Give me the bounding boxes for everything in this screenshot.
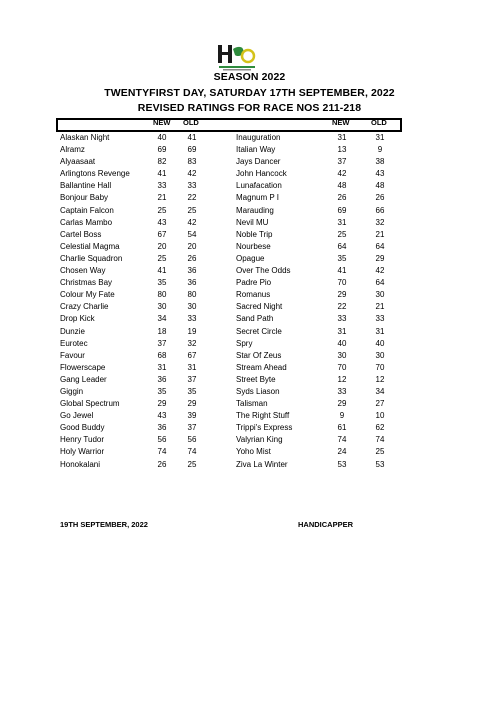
new-rating: 30 xyxy=(337,350,347,360)
horse-name: John Hancock xyxy=(236,169,287,179)
new-rating: 70 xyxy=(337,278,347,288)
horse-name: Marauding xyxy=(236,205,274,215)
handicapper-label: HANDICAPPER xyxy=(298,520,354,529)
horse-name: Crazy Charlie xyxy=(60,302,109,312)
horse-name: Alaskan Night xyxy=(60,133,110,142)
old-rating: 36 xyxy=(187,266,197,276)
horse-name: Holy Warrior xyxy=(60,447,105,457)
horse-name: Padre Pio xyxy=(236,278,272,288)
old-rating: 21 xyxy=(375,302,385,312)
new-rating: 25 xyxy=(157,205,167,215)
horse-name: Nourbese xyxy=(236,241,271,251)
horse-name: Sand Path xyxy=(236,314,274,324)
old-rating: 10 xyxy=(375,411,385,421)
old-rating: 9 xyxy=(377,145,383,155)
horse-name: Chosen Way xyxy=(60,266,106,276)
new-rating: 26 xyxy=(337,193,347,203)
new-rating: 25 xyxy=(337,229,347,239)
table-row xyxy=(56,350,402,362)
new-rating: 53 xyxy=(337,459,347,469)
table-row xyxy=(56,289,402,301)
new-rating: 37 xyxy=(337,157,347,167)
horse-name: Valyrian King xyxy=(236,435,283,445)
old-rating: 42 xyxy=(187,169,197,179)
new-rating: 31 xyxy=(337,326,347,336)
table-row xyxy=(56,313,402,325)
horse-name: Secret Circle xyxy=(236,326,282,336)
horse-name: Captain Falcon xyxy=(60,205,114,215)
table-row xyxy=(56,459,402,471)
new-rating: 64 xyxy=(337,241,347,251)
old-rating: 34 xyxy=(375,386,385,396)
old-rating: 42 xyxy=(375,266,385,276)
old-rating: 37 xyxy=(187,423,197,433)
new-rating: 34 xyxy=(157,314,167,324)
horse-name: Spry xyxy=(236,338,253,348)
new-rating: 40 xyxy=(337,338,347,348)
old-rating: 27 xyxy=(375,399,385,409)
old-rating: 20 xyxy=(187,241,197,251)
table-row xyxy=(56,229,402,241)
old-rating: 37 xyxy=(187,374,197,384)
old-rating: 40 xyxy=(375,338,385,348)
horse-name: Gang Leader xyxy=(60,374,107,384)
horse-name: Magnum P I xyxy=(236,193,279,203)
old-rating: 30 xyxy=(375,290,385,300)
old-rating: 64 xyxy=(375,278,385,288)
old-rating: 26 xyxy=(375,193,385,203)
old-rating: 32 xyxy=(375,217,385,227)
new-rating: 21 xyxy=(157,193,167,203)
old-rating: 54 xyxy=(187,229,197,239)
horse-name: Sacred Night xyxy=(236,302,283,312)
old-rating: 41 xyxy=(187,133,197,142)
horse-name: Star Of Zeus xyxy=(236,350,282,360)
new-rating: 26 xyxy=(157,459,167,469)
old-rating: 74 xyxy=(375,435,385,445)
new-rating: 9 xyxy=(339,411,345,421)
new-rating: 42 xyxy=(337,169,347,179)
new-rating: 36 xyxy=(157,374,167,384)
new-rating: 74 xyxy=(337,435,347,445)
table-row xyxy=(56,217,402,229)
new-rating: 68 xyxy=(157,350,167,360)
header-old-right: OLD xyxy=(371,118,387,127)
table-row xyxy=(56,144,402,156)
table-row xyxy=(56,265,402,277)
old-rating: 35 xyxy=(187,386,197,396)
table-row xyxy=(56,301,402,313)
old-rating: 56 xyxy=(187,435,197,445)
new-rating: 48 xyxy=(337,181,347,191)
table-row xyxy=(56,434,402,446)
horse-name: Bonjour Baby xyxy=(60,193,109,203)
horse-name: Inauguration xyxy=(236,133,281,142)
ratings-table xyxy=(56,118,402,474)
horse-name: Yoho Mist xyxy=(236,447,271,457)
old-rating: 80 xyxy=(187,290,197,300)
new-rating: 12 xyxy=(337,374,347,384)
old-rating: 39 xyxy=(187,411,197,421)
old-rating: 19 xyxy=(187,326,197,336)
horse-name: Henry Tudor xyxy=(60,435,105,445)
old-rating: 38 xyxy=(375,157,385,167)
new-rating: 80 xyxy=(157,290,167,300)
horse-name: Giggin xyxy=(60,386,84,396)
new-rating: 22 xyxy=(337,302,347,312)
table-row xyxy=(56,253,402,265)
header-new-left: NEW xyxy=(153,118,171,127)
season-title: SEASON 2022 xyxy=(213,71,286,83)
table-body xyxy=(56,132,402,471)
horse-name: Favour xyxy=(60,350,85,360)
table-row xyxy=(56,362,402,374)
new-rating: 25 xyxy=(157,253,167,263)
horse-name: Carlas Mambo xyxy=(60,217,113,227)
old-rating: 31 xyxy=(375,133,385,142)
old-rating: 36 xyxy=(187,278,197,288)
table-row xyxy=(56,168,402,180)
old-rating: 12 xyxy=(375,374,385,384)
table-row xyxy=(56,410,402,422)
old-rating: 33 xyxy=(375,314,385,324)
horse-name: Trippi's Express xyxy=(236,423,293,433)
old-rating: 29 xyxy=(375,253,385,263)
old-rating: 30 xyxy=(187,302,197,312)
old-rating: 22 xyxy=(187,193,197,203)
new-rating: 13 xyxy=(337,145,347,155)
new-rating: 24 xyxy=(337,447,347,457)
new-rating: 29 xyxy=(337,290,347,300)
horse-name: Jays Dancer xyxy=(236,157,281,167)
new-rating: 29 xyxy=(157,399,167,409)
old-rating: 83 xyxy=(187,157,197,167)
horse-name: Stream Ahead xyxy=(236,362,287,372)
horse-name: Nevil MU xyxy=(236,217,269,227)
horse-name: Flowerscape xyxy=(60,362,106,372)
old-rating: 64 xyxy=(375,241,385,251)
old-rating: 66 xyxy=(375,205,385,215)
new-rating: 29 xyxy=(337,399,347,409)
horse-name: Celestial Magma xyxy=(60,241,120,251)
new-rating: 82 xyxy=(157,157,167,167)
home-racing-logo xyxy=(215,43,259,73)
issue-date: 19TH SEPTEMBER, 2022 xyxy=(60,520,148,529)
old-rating: 74 xyxy=(187,447,197,457)
table-row xyxy=(56,422,402,434)
old-rating: 53 xyxy=(375,459,385,469)
new-rating: 31 xyxy=(157,362,167,372)
new-rating: 35 xyxy=(157,386,167,396)
new-rating: 33 xyxy=(337,386,347,396)
table-row xyxy=(56,241,402,253)
table-row xyxy=(56,156,402,168)
old-rating: 33 xyxy=(187,314,197,324)
table-row xyxy=(56,374,402,386)
new-rating: 41 xyxy=(337,266,347,276)
new-rating: 69 xyxy=(337,205,347,215)
table-row xyxy=(56,277,402,289)
revised-ratings-title: REVISED RATINGS FOR RACE NOS 211-218 xyxy=(137,102,362,114)
horse-name: Talisman xyxy=(236,399,268,409)
old-rating: 67 xyxy=(187,350,197,360)
new-rating: 69 xyxy=(157,145,167,155)
new-rating: 43 xyxy=(157,411,167,421)
new-rating: 20 xyxy=(157,241,167,251)
horse-name: Cartel Boss xyxy=(60,229,102,239)
new-rating: 35 xyxy=(337,253,347,263)
old-rating: 25 xyxy=(187,205,197,215)
old-rating: 25 xyxy=(187,459,197,469)
horse-name: Over The Odds xyxy=(236,266,291,276)
old-rating: 62 xyxy=(375,423,385,433)
horse-name: Good Buddy xyxy=(60,423,105,433)
horse-name: Ballantine Hall xyxy=(60,181,112,191)
old-rating: 42 xyxy=(187,217,197,227)
old-rating: 29 xyxy=(187,399,197,409)
table-row xyxy=(56,338,402,350)
horse-name: Street Byte xyxy=(236,374,276,384)
new-rating: 74 xyxy=(157,447,167,457)
horse-name: Opague xyxy=(236,253,265,263)
old-rating: 69 xyxy=(187,145,197,155)
new-rating: 67 xyxy=(157,229,167,239)
new-rating: 41 xyxy=(157,169,167,179)
header-old-left: OLD xyxy=(183,118,199,127)
old-rating: 26 xyxy=(187,253,197,263)
old-rating: 31 xyxy=(375,326,385,336)
horse-name: Italian Way xyxy=(236,145,276,155)
horse-name: Go Jewel xyxy=(60,411,94,421)
horse-name: Colour My Fate xyxy=(60,290,115,300)
old-rating: 32 xyxy=(187,338,197,348)
old-rating: 48 xyxy=(375,181,385,191)
horse-name: Honokalani xyxy=(60,459,101,469)
old-rating: 30 xyxy=(375,350,385,360)
old-rating: 21 xyxy=(375,229,385,239)
horse-name: The Right Stuff xyxy=(236,411,290,421)
horse-name: Syds Liason xyxy=(236,386,280,396)
table-row xyxy=(56,180,402,192)
table-row xyxy=(56,326,402,338)
horse-name: Alyaasaat xyxy=(60,157,96,167)
new-rating: 31 xyxy=(337,133,347,142)
table-row xyxy=(56,386,402,398)
old-rating: 43 xyxy=(375,169,385,179)
old-rating: 25 xyxy=(375,447,385,457)
horse-name: Ziva La Winter xyxy=(236,459,288,469)
new-rating: 33 xyxy=(157,181,167,191)
horse-name: Christmas Bay xyxy=(60,278,113,288)
horse-name: Drop Kick xyxy=(60,314,95,324)
new-rating: 33 xyxy=(337,314,347,324)
table-row xyxy=(56,398,402,410)
horse-name: Romanus xyxy=(236,290,271,300)
horse-name: Noble Trip xyxy=(236,229,273,239)
table-row xyxy=(56,192,402,204)
new-rating: 43 xyxy=(157,217,167,227)
horse-name: Global Spectrum xyxy=(60,399,120,409)
horse-name: Dunzie xyxy=(60,326,85,336)
table-header-box xyxy=(56,118,402,132)
header-new-right: NEW xyxy=(332,118,350,127)
new-rating: 37 xyxy=(157,338,167,348)
new-rating: 35 xyxy=(157,278,167,288)
horse-name: Eurotec xyxy=(60,338,88,348)
race-day-title: TWENTYFIRST DAY, SATURDAY 17TH SEPTEMBER, 2022 xyxy=(104,87,395,99)
new-rating: 40 xyxy=(157,133,167,142)
new-rating: 70 xyxy=(337,362,347,372)
horse-name: Lunafacation xyxy=(236,181,282,191)
new-rating: 30 xyxy=(157,302,167,312)
horse-name: Arlingtons Revenge xyxy=(60,169,130,179)
new-rating: 36 xyxy=(157,423,167,433)
table-row xyxy=(56,205,402,217)
horse-name: Alramz xyxy=(60,145,85,155)
old-rating: 31 xyxy=(187,362,197,372)
old-rating: 70 xyxy=(375,362,385,372)
new-rating: 18 xyxy=(157,326,167,336)
new-rating: 31 xyxy=(337,217,347,227)
new-rating: 61 xyxy=(337,423,347,433)
old-rating: 33 xyxy=(187,181,197,191)
table-row xyxy=(56,446,402,458)
table-row xyxy=(56,132,402,144)
new-rating: 41 xyxy=(157,266,167,276)
horse-name: Charlie Squadron xyxy=(60,253,123,263)
new-rating: 56 xyxy=(157,435,167,445)
